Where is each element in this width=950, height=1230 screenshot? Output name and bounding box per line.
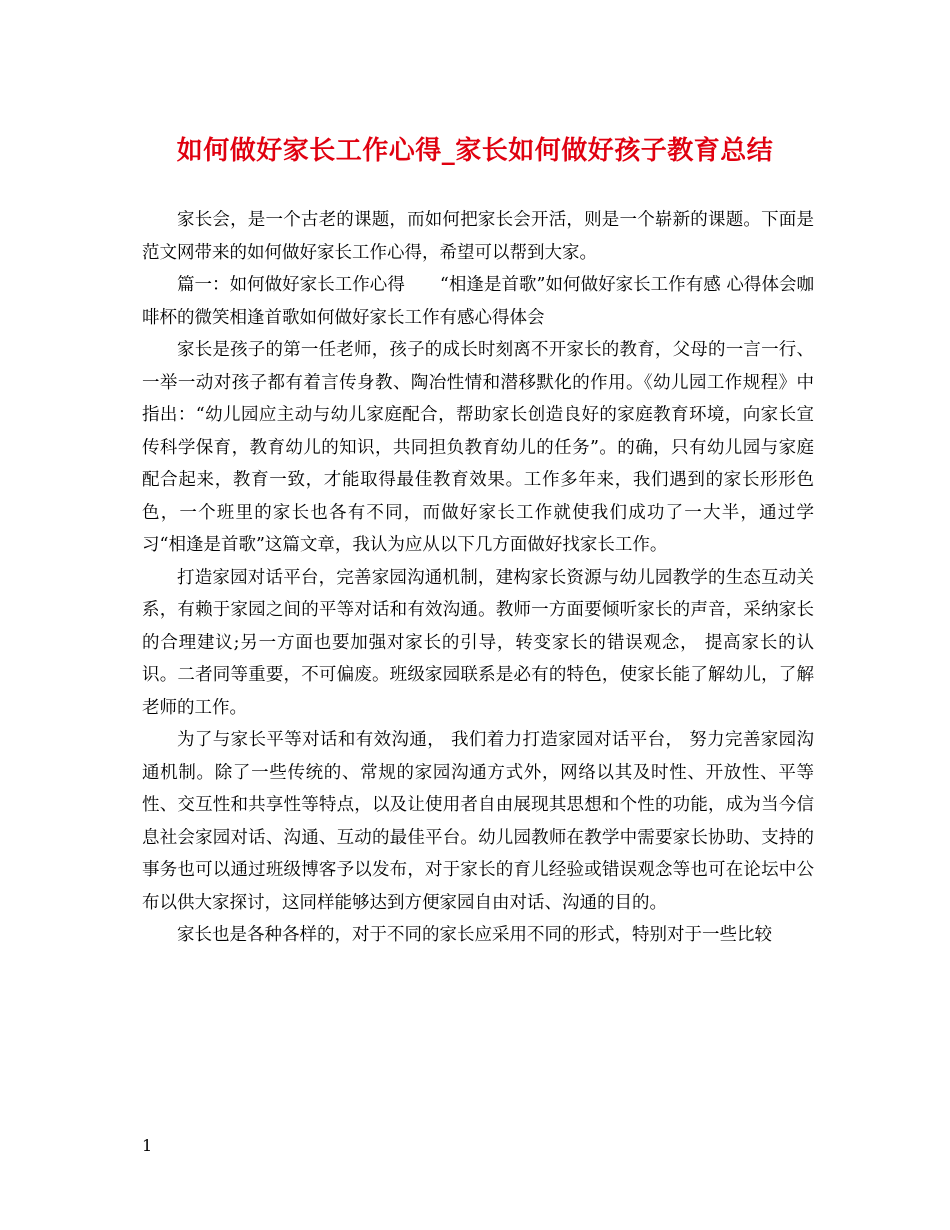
paragraph: 家长也是各种各样的，对于不同的家长应采用不同的形式，特别对于一些比较: [177, 925, 772, 945]
page-number: 1: [142, 1136, 153, 1155]
paragraph: 篇一：如何做好家长工作心得 “相逢是首歌”如何做好家长工作有感 心得体会咖啡杯的微笑相逢首歌如何做好家长工作有感心得体会: [142, 275, 814, 328]
paragraph: 家长会，是一个古老的课题，而如何把家长会开活，则是一个崭新的课题。下面是范文网带来的如何做好家长工作心得，希望可以帮到大家。: [142, 210, 814, 263]
paragraph: 为了与家长平等对话和有效沟通， 我们着力打造家园对话平台， 努力完善家园沟通机制。除了一些传统的、常规的家园沟通方式外，网络以其及时性、开放性、平等性、交互性和共享性等特点，以及让使用者自由展现其思想和个性的功能，成为当今信息社会家园对话、沟通、互动的最佳平台。幼儿园教师在教学中需要家长协助、支持的事务也可以通过班级博客予以发布，对于家长的育儿经验或错误观念等也可在论坛中公布以供大家探讨，这同样能够达到方便家园自由对话、沟通的目的。: [142, 730, 814, 913]
document-body: [142, 204, 814, 952]
paragraph: 家长是孩子的第一任老师，孩子的成长时刻离不开家长的教育，父母的一言一行、一举一动对孩子都有着言传身教、陶冶性情和潜移默化的作用。《幼儿园工作规程》中指出：“幼儿园应主动与幼儿家庭配合，帮助家长创造良好的家庭教育环境，向家长宣传科学保育，教育幼儿的知识，共同担负教育幼儿的任务”。的确，只有幼儿园与家庭配合起来，教育一致，才能取得最佳教育效果。工作多年来，我们遇到的家长形形色色，一个班里的家长也各有不同，而做好家长工作就使我们成功了一大半，通过学习“相逢是首歌”这篇文章，我认为应从以下几方面做好找家长工作。: [142, 340, 814, 555]
document-title: 如何做好家长工作心得_家长如何做好孩子教育总结: [176, 136, 774, 166]
paragraph: 打造家园对话平台，完善家园沟通机制，建构家长资源与幼儿园教学的生态互动关系，有赖于家园之间的平等对话和有效沟通。教师一方面要倾听家长的声音，采纳家长的合理建议;另一方面也要加强对家长的引导，转变家长的错误观念， 提高家长的认识。二者同等重要，不可偏废。班级家园联系是必有的特色，使家长能了解幼儿，了解老师的工作。: [142, 567, 814, 718]
